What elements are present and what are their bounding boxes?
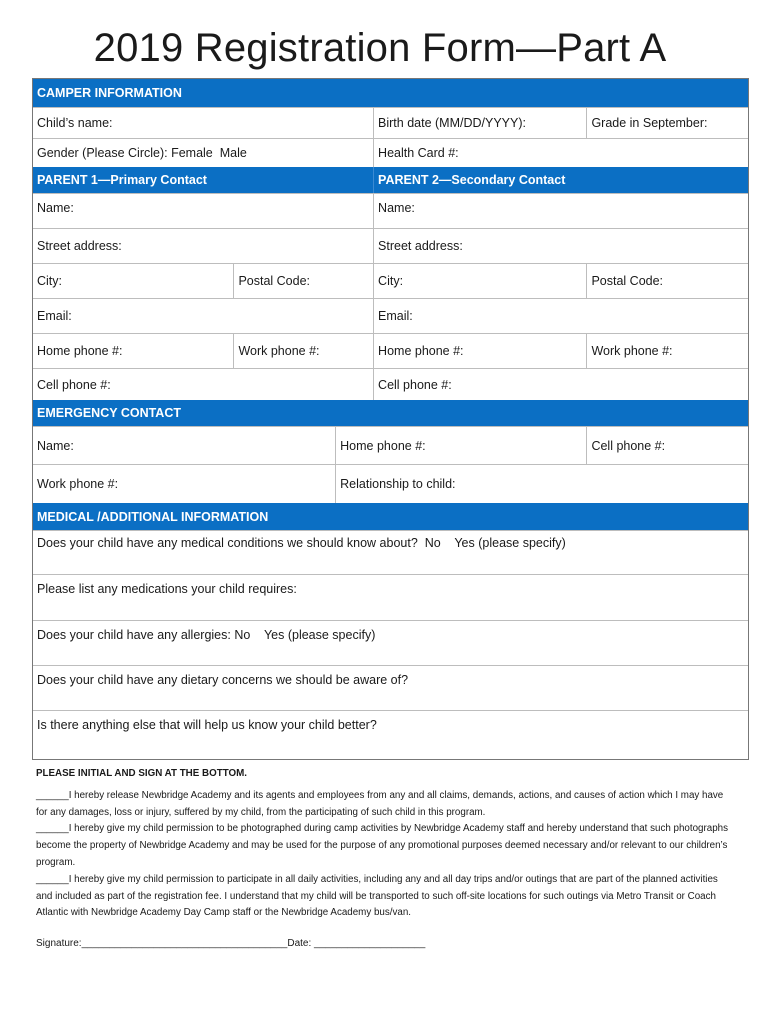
parent-phone-row: [33, 334, 748, 369]
dietary-field[interactable]: Does your child have any dietary concerns we should be aware of?: [37, 673, 409, 687]
parent1-city-field[interactable]: City:: [33, 264, 234, 298]
parent1-name-field[interactable]: Name:: [33, 194, 374, 228]
parent1-cell-phone-field[interactable]: Cell phone #:: [33, 369, 374, 400]
medical-conditions-field[interactable]: Does your child have any medical conditions we should know about? No Yes (please specify): [37, 536, 566, 550]
consent-section: [36, 766, 736, 922]
parent1-postal-field[interactable]: Postal Code:: [234, 264, 374, 298]
emergency-cell-phone-field[interactable]: Cell phone #:: [591, 438, 666, 453]
parent2-home-phone-field[interactable]: Home phone #:: [374, 334, 587, 368]
emergency-row-2: [33, 465, 748, 503]
parent2-street-field[interactable]: Street address:: [378, 239, 463, 253]
section-heading: MEDICAL /ADDITIONAL INFORMATION: [37, 509, 269, 524]
release-paragraph: ______I hereby release Newbridge Academy and its agents and employees from any and all claims, demands, actions, and causes of action which I may have for any damages, loss or injury, suffered by my child, from the participating of such child in this program.: [36, 789, 724, 818]
medical-row-5: [33, 711, 748, 759]
photo-permission-paragraph: ______I hereby give my child permission to be photographed during camp activities by Newbridge Academy staff and hereby understand that such photographs become the property of Newbridge Academy and may be used for the purpose of any promotional purposes deemed necessary and/or relevant to our children’s program.: [36, 823, 729, 868]
emergency-home-phone-field[interactable]: Home phone #:: [336, 427, 587, 464]
parent1-home-phone-field[interactable]: Home phone #:: [33, 334, 234, 368]
gender-field[interactable]: Gender (Please Circle): Female Male: [33, 139, 374, 167]
parent-cell-row: [33, 369, 748, 400]
birth-date-field[interactable]: Birth date (MM/DD/YYYY):: [374, 108, 587, 138]
parent2-city-field[interactable]: City:: [374, 264, 587, 298]
parent2-cell-phone-field[interactable]: Cell phone #:: [378, 377, 452, 392]
consent-heading: PLEASE INITIAL AND SIGN AT THE BOTTOM.: [36, 768, 248, 779]
registration-form: [32, 78, 749, 760]
parent1-heading: PARENT 1—Primary Contact: [33, 167, 374, 193]
parent2-email-field[interactable]: Email:: [378, 309, 413, 323]
medical-row-4: [33, 666, 748, 711]
section-heading: EMERGENCY CONTACT: [37, 406, 181, 420]
emergency-work-phone-field[interactable]: Work phone #:: [33, 465, 336, 503]
allergies-field[interactable]: Does your child have any allergies: No Yes (please specify): [37, 628, 376, 642]
parent1-street-field[interactable]: Street address:: [33, 229, 374, 263]
emergency-row-1: [33, 427, 748, 465]
emergency-relationship-field[interactable]: Relationship to child:: [340, 477, 456, 491]
camper-row-1: [33, 108, 748, 139]
additional-info-field[interactable]: Is there anything else that will help us know your child better?: [37, 718, 377, 732]
medical-row-3: [33, 621, 748, 666]
medications-field[interactable]: Please list any medications your child requires:: [37, 582, 297, 596]
parent2-postal-field[interactable]: Postal Code:: [591, 274, 664, 288]
parents-header: [33, 167, 748, 194]
date-field[interactable]: Date: ____________________: [287, 938, 426, 949]
grade-field[interactable]: Grade in September:: [591, 116, 708, 130]
parent1-email-field[interactable]: Email:: [33, 299, 374, 333]
medical-header: [33, 503, 748, 531]
health-card-field[interactable]: Health Card #:: [378, 146, 459, 160]
emergency-header: [33, 400, 748, 427]
parent1-work-phone-field[interactable]: Work phone #:: [234, 334, 374, 368]
childs-name-field[interactable]: Child’s name:: [33, 108, 374, 138]
medical-row-1: [33, 531, 748, 575]
signature-field[interactable]: Signature:_____________________________________: [36, 938, 288, 949]
parent-name-row: [33, 194, 748, 229]
parent2-heading: PARENT 2—Secondary Contact: [378, 173, 566, 187]
emergency-name-field[interactable]: Name:: [33, 427, 336, 464]
page-title: 2019 Registration Form—Part A: [93, 26, 667, 70]
signature-line: [36, 938, 425, 949]
section-heading: CAMPER INFORMATION: [37, 86, 182, 100]
parent-street-row: [33, 229, 748, 264]
parent2-work-phone-field[interactable]: Work phone #:: [591, 344, 673, 358]
parent-city-row: [33, 264, 748, 299]
activities-permission-paragraph: ______I hereby give my child permission to participate in all daily activities, including any and all day trips and/or outings that are part of the planned activities and included as part of the registration fee. I understand that my child will be transported to such off-site locations for such outings via Metro Transit or Coach Atlantic with Newbridge Academy Day Camp staff or the Newbridge Academy bus/van.: [36, 873, 718, 919]
medical-row-2: [33, 575, 748, 621]
camper-info-header: [33, 79, 748, 108]
parent-email-row: [33, 299, 748, 334]
camper-row-2: [33, 139, 748, 167]
parent2-name-field[interactable]: Name:: [378, 201, 415, 215]
